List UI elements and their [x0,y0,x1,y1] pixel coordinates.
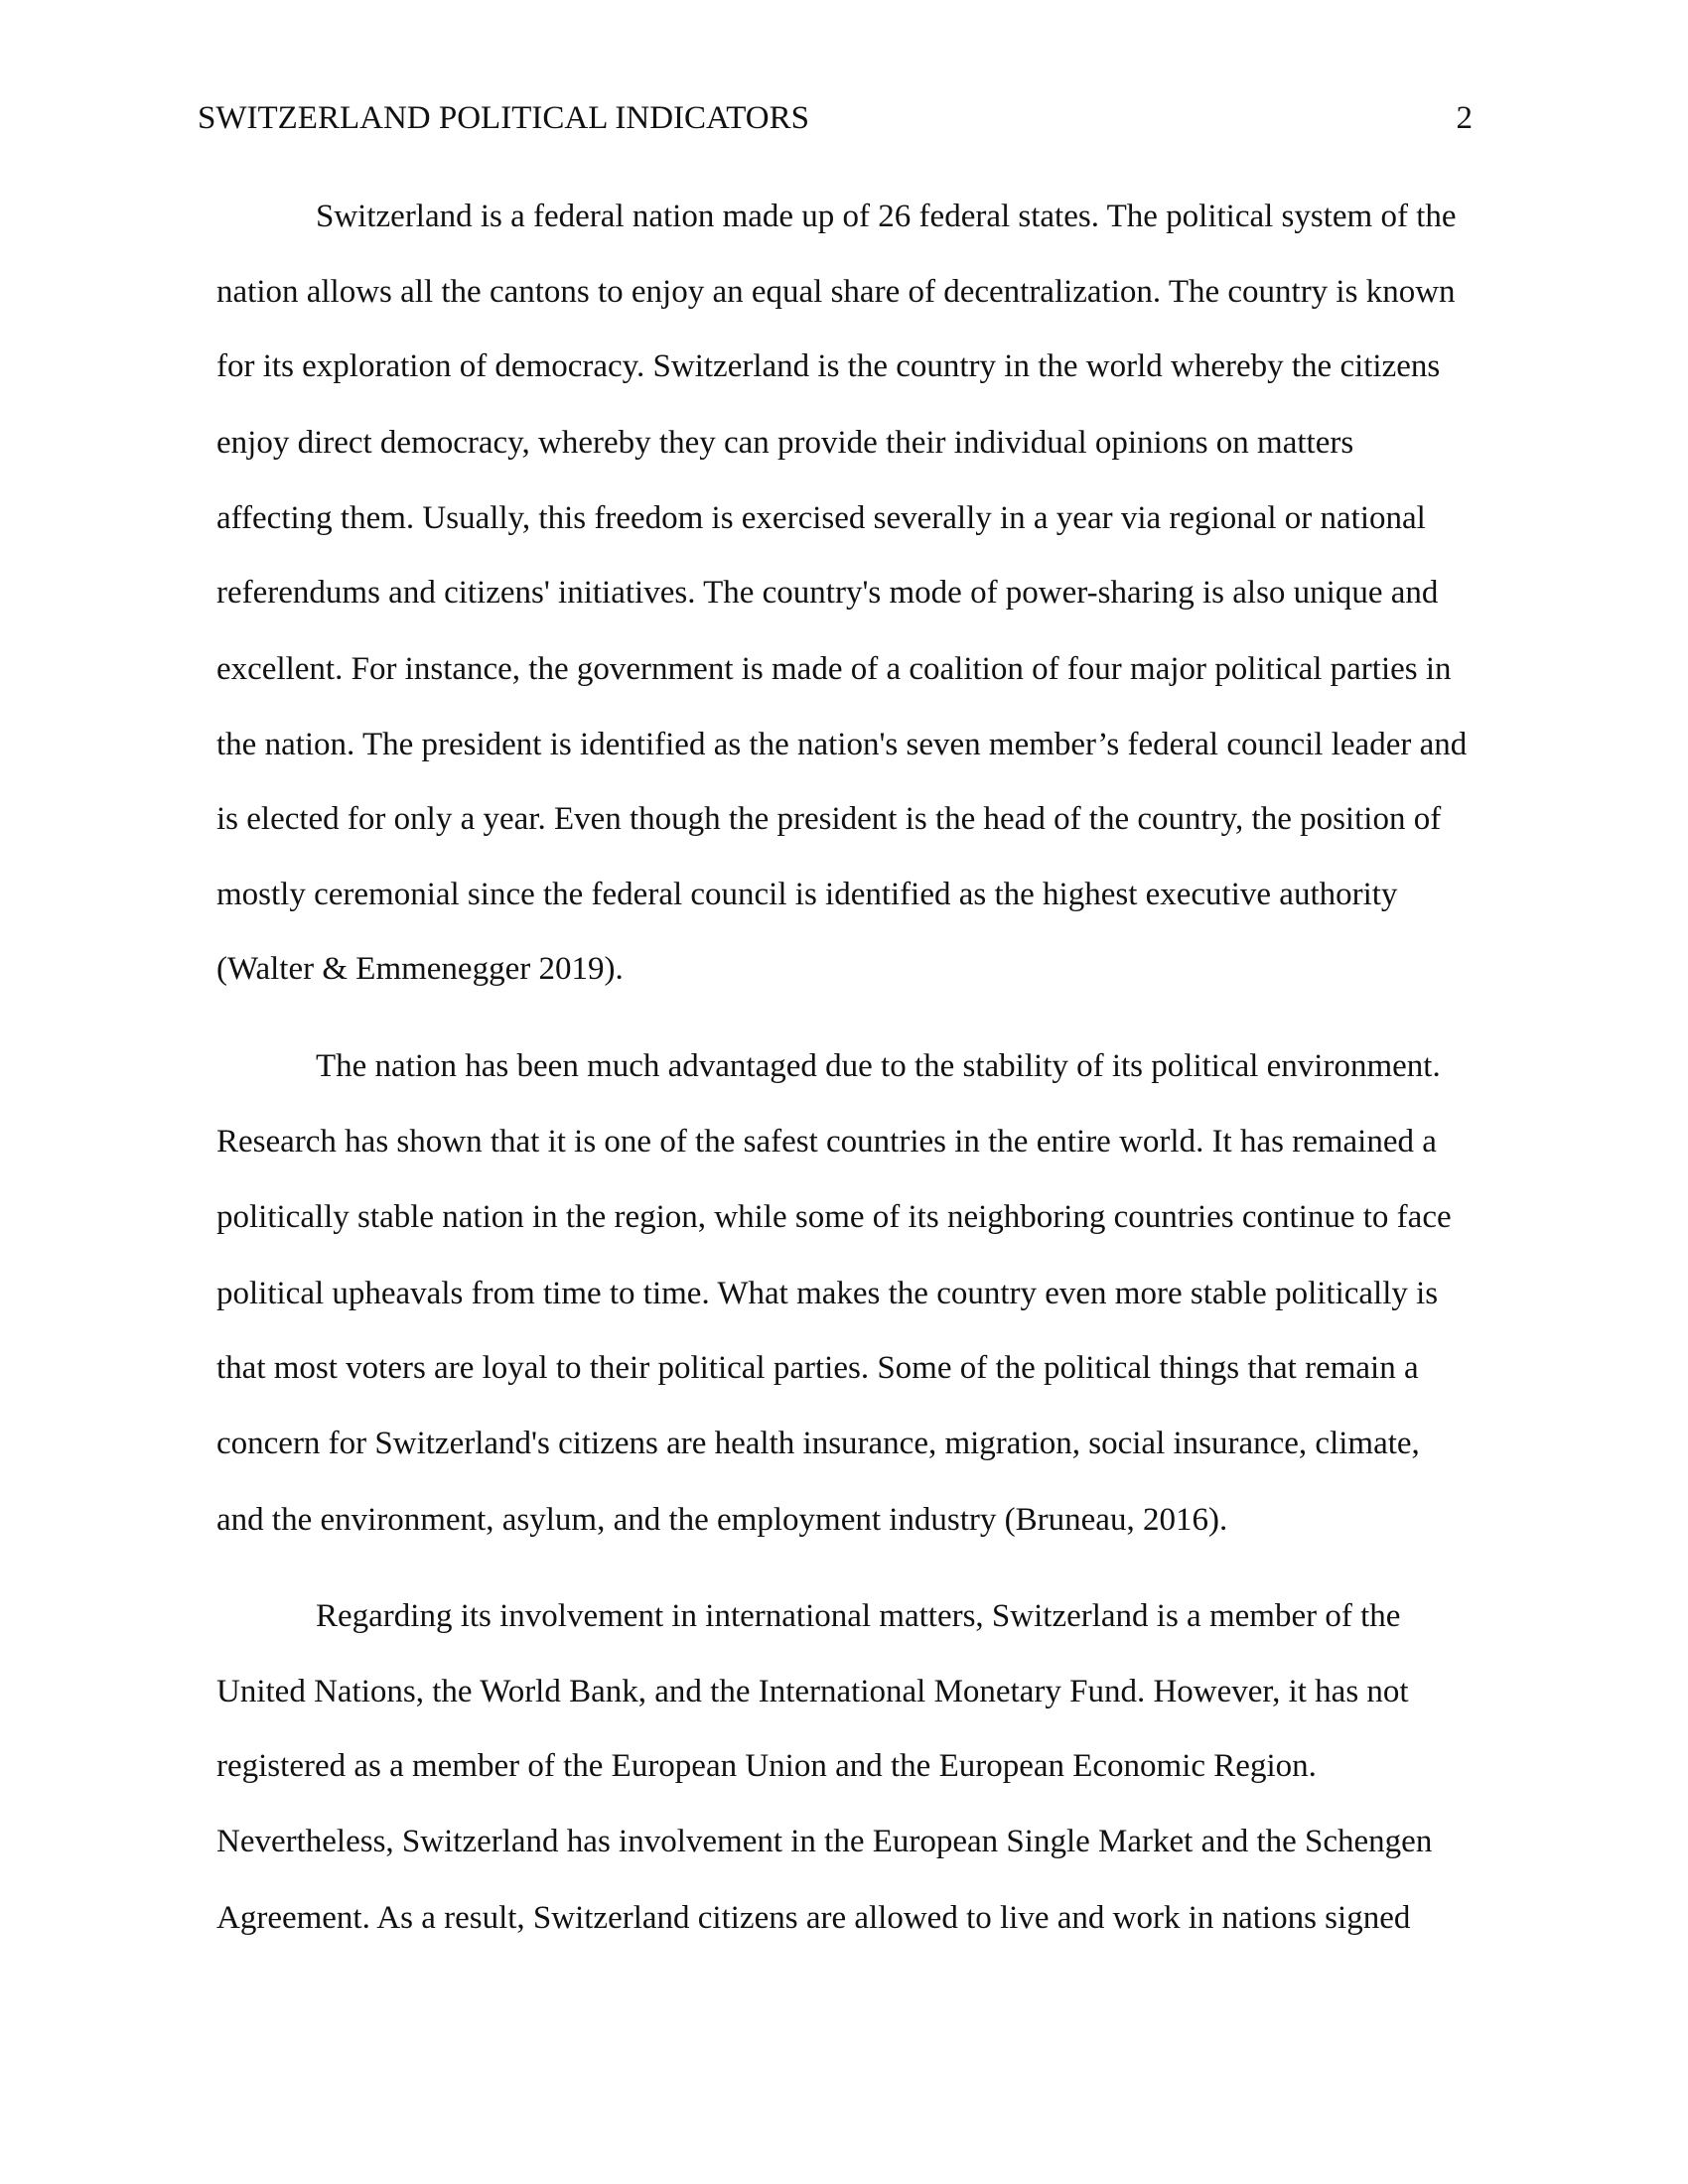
text-line: referendums and citizens' initiatives. The country's mode of power-sharing is also unique and [216,575,1439,611]
running-head: SWITZERLAND POLITICAL INDICATORS [198,100,809,136]
text-line: Switzerland is a federal nation made up of 26 federal states. The political system of the [316,199,1457,234]
text-line: Regarding its involvement in international matters, Switzerland is a member of the [316,1598,1401,1634]
text-line: The nation has been much advantaged due to the stability of its political environment. [316,1048,1441,1084]
text-line: and the environment, asylum, and the employment industry (Bruneau, 2016). [216,1502,1228,1538]
text-line: Agreement. As a result, Switzerland citizens are allowed to live and work in nations signed [216,1900,1411,1936]
text-line: excellent. For instance, the government is made of a coalition of four major political parties in [216,651,1452,687]
text-line: United Nations, the World Bank, and the International Monetary Fund. However, it has not [216,1674,1409,1709]
text-line: politically stable nation in the region, while some of its neighboring countries continue to face [216,1199,1452,1235]
text-line: that most voters are loyal to their political parties. Some of the political things that remain a [216,1350,1419,1386]
text-line: is elected for only a year. Even though the president is the head of the country, the position of [216,801,1442,837]
text-line: the nation. The president is identified as the nation's seven member’s federal council leader and [216,727,1468,762]
text-line: affecting them. Usually, this freedom is exercised severally in a year via regional or national [216,500,1426,536]
text-line: Nevertheless, Switzerland has involvement in the European Single Market and the Schengen [216,1824,1433,1859]
text-line: (Walter & Emmenegger 2019). [216,951,624,987]
text-line: concern for Switzerland's citizens are health insurance, migration, social insurance, climate, [216,1426,1420,1461]
text-line: enjoy direct democracy, whereby they can provide their individual opinions on matters [216,425,1354,461]
page-number: 2 [1456,100,1473,136]
text-line: registered as a member of the European Union and the European Economic Region. [216,1748,1317,1784]
text-line: nation allows all the cantons to enjoy an equal share of decentralization. The country is known [216,274,1456,310]
text-line: mostly ceremonial since the federal council is identified as the highest executive authority [216,877,1398,912]
text-line: for its exploration of democracy. Switzerland is the country in the world whereby the citizens [216,348,1441,384]
text-line: Research has shown that it is one of the safest countries in the entire world. It has remained a [216,1124,1437,1160]
text-line: political upheavals from time to time. What makes the country even more stable politically is [216,1276,1439,1311]
